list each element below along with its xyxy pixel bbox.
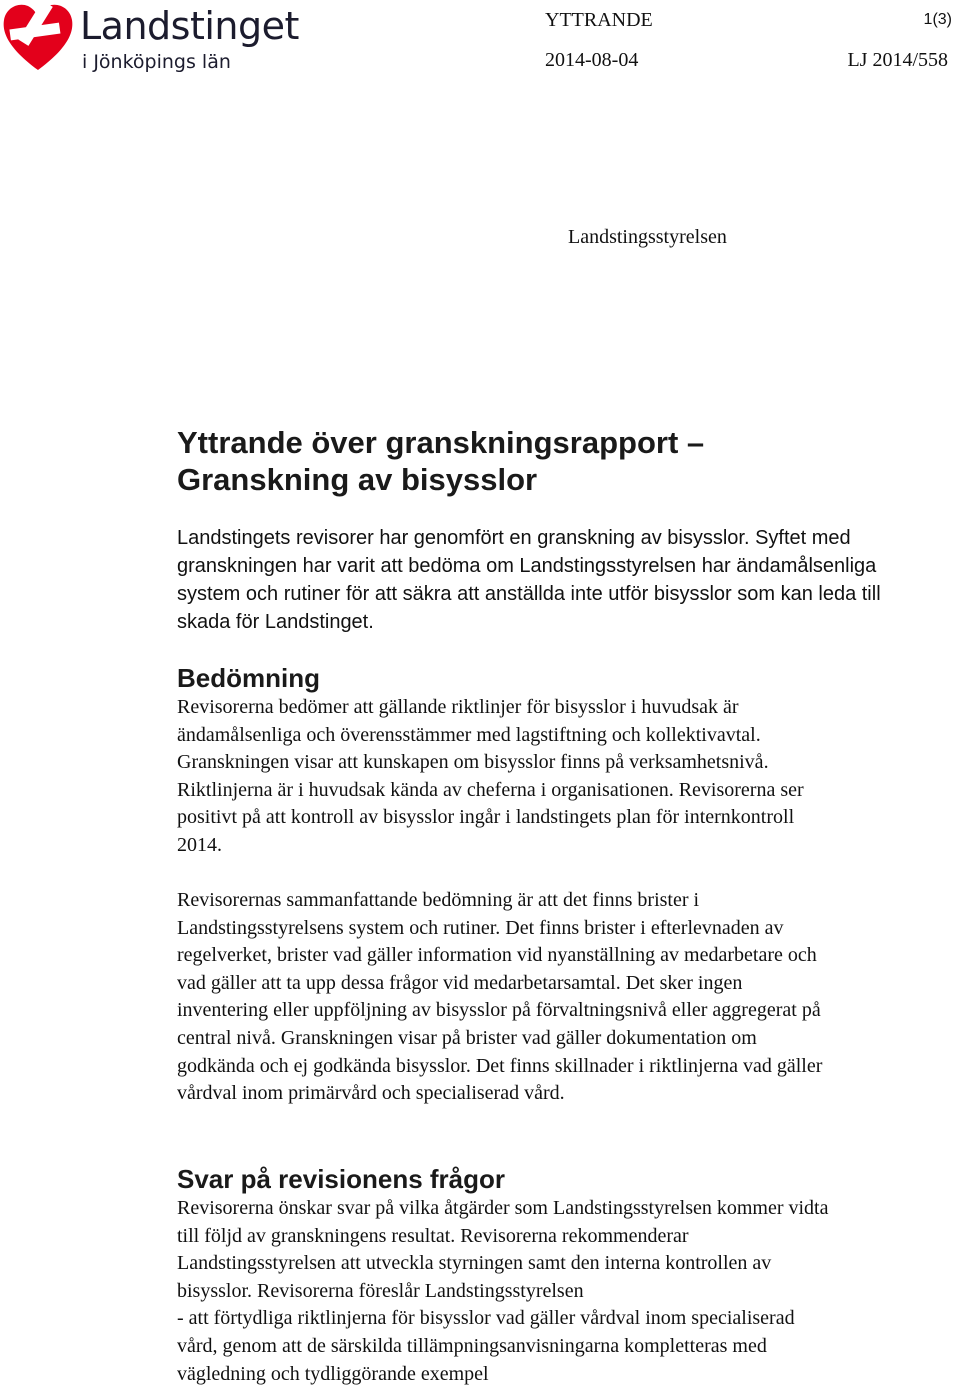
title-line: Granskning av bisysslor [177, 462, 538, 497]
paragraph-line: godkända och ej godkända bisysslor. Det finns skillnader i riktlinjerna vad gäller [177, 1054, 823, 1077]
document-reference: LJ 2014/558 [847, 49, 948, 71]
paragraph-line: 2014. [177, 833, 222, 856]
paragraph-line: Revisorerna önskar svar på vilka åtgärder som Landstingsstyrelsen kommer vidta [177, 1197, 829, 1219]
paragraph-line: ändamålsenliga och överensstämmer med lagstiftning och kollektivavtal. [177, 723, 761, 746]
paragraph-line: granskningen har varit att bedöma om Landstingsstyrelsen har ändamålsenliga [177, 555, 877, 577]
paragraph-line: vårdval inom primärvård och specialiserad vård. [177, 1082, 565, 1105]
document-type: YTTRANDE [545, 9, 653, 31]
page-number: 1(3) [923, 11, 952, 28]
recipient: Landstingsstyrelsen [568, 226, 727, 248]
paragraph-line: Revisorerna bedömer att gällande riktlinjer för bisysslor i huvudsak är [177, 696, 739, 718]
paragraph-line: Landstingsstyrelsens system och rutiner. Det finns brister i efterlevnaden av [177, 916, 784, 939]
paragraph-line: Granskningen visar att kunskapen om bisysslor finns på verksamhetsnivå. [177, 751, 769, 774]
paragraph-line: regelverket, brister vad gäller information vid nyanställning av medarbetare och [177, 944, 817, 967]
paragraph-line: vård, genom att de särskilda tillämpningsanvisningarna kompletteras med [177, 1334, 767, 1357]
organization-subtitle: i Jönköpings län [82, 51, 231, 73]
section-heading-svar: Svar på revisionens frågor [177, 1164, 506, 1194]
paragraph-line: central nivå. Granskningen visar på brister vad gäller dokumentation om [177, 1026, 757, 1049]
paragraph-line: till följd av granskningens resultat. Revisorerna rekommenderar [177, 1224, 689, 1247]
section-heading-bedomning: Bedömning [177, 663, 320, 693]
title-line: Yttrande över granskningsrapport – [177, 425, 705, 460]
paragraph-line: vägledning och tydliggörande exempel [177, 1362, 489, 1385]
paragraph-line: bisysslor. Revisorerna föreslår Landstingsstyrelsen [177, 1279, 584, 1302]
document-date: 2014-08-04 [545, 49, 639, 71]
paragraph-line: Landstingets revisorer har genomfört en granskning av bisysslor. Syftet med [177, 527, 851, 549]
document-title [177, 424, 937, 498]
assessment-paragraph-1 [177, 694, 952, 860]
assessment-paragraph-2 [177, 887, 952, 1108]
paragraph-line: - att förtydliga riktlinjerna för bisysslor vad gäller vårdval inom specialiserad [177, 1307, 795, 1330]
paragraph-line: skada för Landstinget. [177, 611, 374, 633]
paragraph-line: system och rutiner för att säkra att anställda inte utför bisysslor som kan leda till [177, 583, 881, 605]
organization-name: Landstinget [80, 4, 299, 48]
paragraph-line: Revisorernas sammanfattande bedömning är att det finns brister i [177, 889, 700, 911]
answers-paragraph [177, 1195, 952, 1388]
paragraph-line: inventering eller uppföljning av bisysslor på förvaltningsnivå eller aggregerat på [177, 999, 821, 1022]
paragraph-line: Landstingsstyrelsen att utveckla styrningen samt den interna kontrollen av [177, 1252, 772, 1275]
heart-cross-logo-icon [0, 2, 76, 74]
intro-paragraph [177, 524, 952, 636]
paragraph-line: Riktlinjerna är i huvudsak kända av cheferna i organisationen. Revisorerna ser [177, 778, 804, 801]
paragraph-line: positivt på att kontroll av bisysslor ingår i landstingets plan för internkontroll [177, 806, 795, 829]
organization-logo [0, 0, 320, 80]
paragraph-line: vad gäller att ta upp dessa frågor vid medarbetarsamtal. Det sker ingen [177, 971, 743, 994]
